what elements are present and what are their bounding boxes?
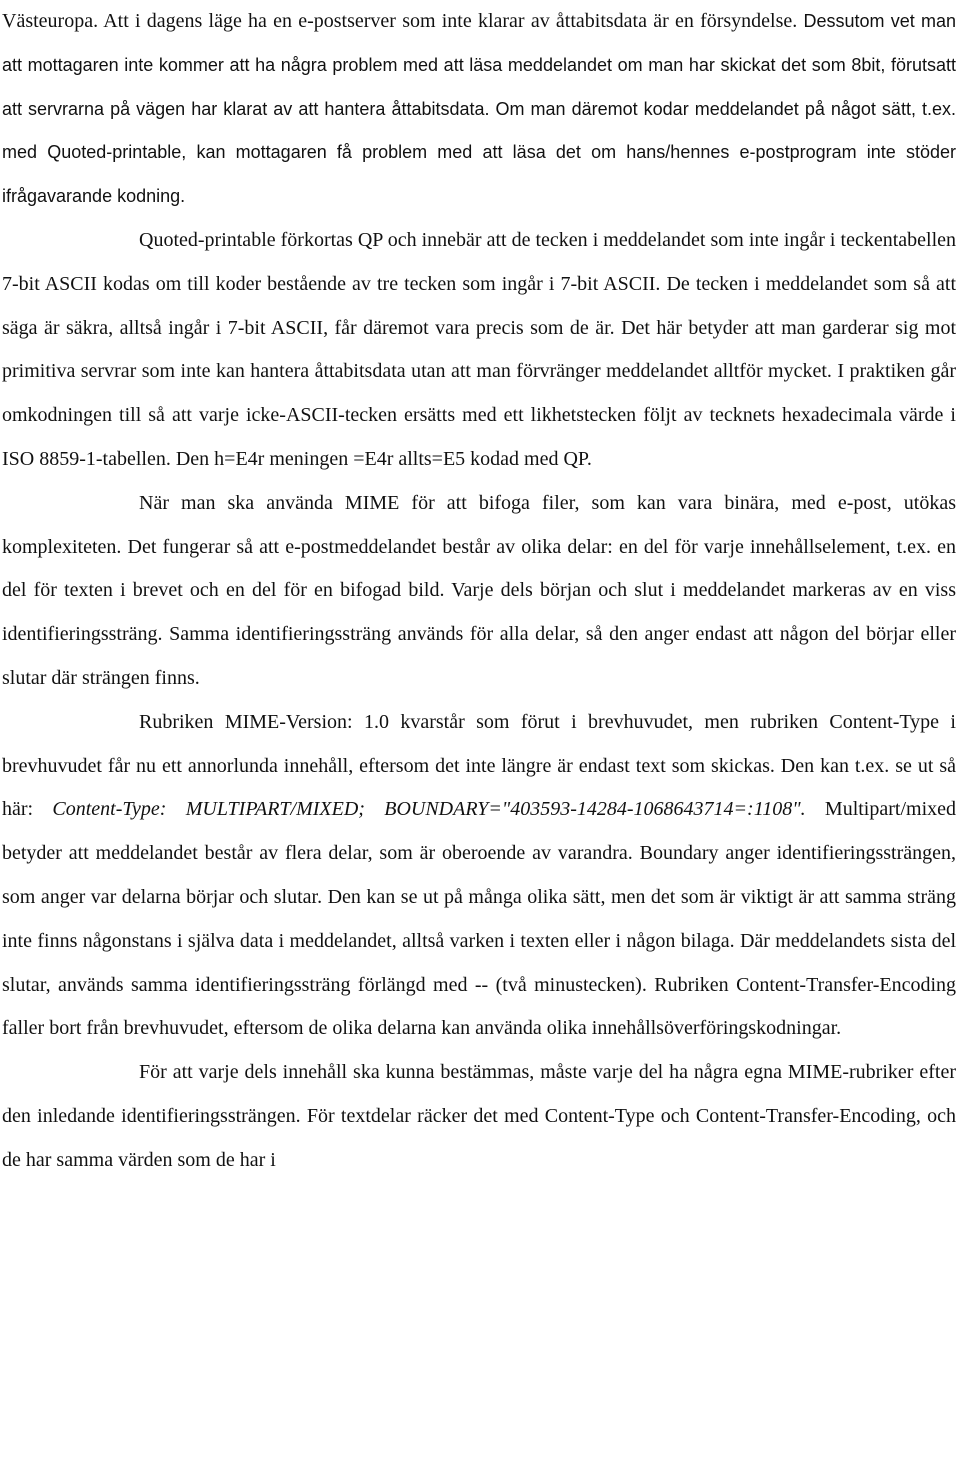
paragraph-mime-headers-sentence-6: Rubriken Content-Transfer-Encoding faller bort från brevhuvudet, eftersom de olika delarna kan använda olika innehållsöverföringskodningar. [2, 973, 957, 1040]
paragraph-attachments [2, 482, 956, 701]
paragraph-mime-headers-sentence-1: Rubriken MIME-Version: 1.0 kvarstår som förut i brevhuvudet, men rubriken Content-Type i brevhuvudet får nu ett annorlunda innehåll, eftersom det inte längre är endast text som skickas. Den kan t.ex. se ut så här: [2, 710, 956, 821]
paragraph-mime-headers-sentence-4: Den kan se ut på många olika sätt, men det som är viktigt är att samma sträng inte finns någonstans i själva data i meddelandet, alltså varken i texten eller i någon bilaga. [2, 885, 956, 952]
paragraph-quoted-printable [2, 219, 956, 482]
paragraph-quoted-printable-sentence-3: Det här betyder att man garderar sig mot primitiva servrar som inte kan hantera åttabitsdata utan att man förvränger meddelandet alltför mycket. [2, 316, 957, 383]
paragraph-quoted-printable-sentence-1: Quoted-printable förkortas QP och innebär att de tecken i meddelandet som inte ingår i teckentabellen 7-bit ASCII kodas om till koder bestående av tre tecken som ingår i 7-bit ASCII. [2, 228, 956, 295]
paragraph-quoted-printable-sentence-2: De tecken i meddelandet som så att säga är säkra, alltså ingår i 7-bit ASCII, får däremot vara precis som de är. [2, 272, 956, 339]
paragraph-mime-headers-sentence-5: Där meddelandets sista del slutar, används samma identifieringssträng förlängd med -- (två minustecken). [2, 929, 956, 996]
paragraph-mime-headers [2, 701, 956, 1051]
paragraph-mime-headers-sentence-3: Boundary anger identifieringssträngen, som anger var delarna börjar och slutar. [2, 842, 957, 908]
paragraph-attachments-sentence-1: När man ska använda MIME för att bifoga filer, som kan vara binära, med e-post, utökas komplexiteten. [2, 491, 956, 558]
paragraph-eight-bit-sentence-2: Dessutom vet man att mottagaren inte kommer att ha några problem med att läsa meddelandet om man har skickat det som 8bit, förutsatt att servrarna på vägen har klarat av att hantera åttabitsdata. Om man däremot kodar meddelandet på något sätt, t.ex. med Quoted-printable, kan mottagaren få problem med att läsa det om hans/hennes e-postprogram inte stöder ifrågavarande kodning. [2, 11, 956, 207]
paragraph-eight-bit-sentence-1: Västeuropa. Att i dagens läge ha en e-postserver som inte klarar av åttabitsdata är en försyndelse. [2, 10, 798, 32]
paragraph-eight-bit [2, 0, 956, 219]
paragraph-mime-headers-sentence-2: Multipart/mixed betyder att meddelandet består av flera delar, som är oberoende av varandra. [2, 798, 956, 865]
paragraph-attachments-sentence-2: Det fungerar så att e-postmeddelandet består av olika delar: en del för varje innehållselement, t.ex. en del för texten i brevet och en del för en bifogad bild. [2, 535, 956, 602]
paragraph-part-headers [2, 1051, 956, 1182]
paragraph-attachments-sentence-4: Samma identifieringssträng används för alla delar, så den anger endast att någon del börjar eller slutar där strängen finns. [2, 623, 956, 689]
content-type-example: Content-Type: MULTIPART/MIXED; BOUNDARY="403593-14284-1068643714=:1108". [52, 798, 806, 821]
paragraph-quoted-printable-sentence-4: I praktiken går omkodningen till så att varje icke-ASCII-tecken ersätts med ett likhetstecken följt av tecknets hexadecimala värde i ISO 8859-1-tabellen. Den h=E4r meningen =E4r allts=E5 kodad med QP. [2, 360, 956, 470]
paragraph-part-headers-sentence-1: För att varje dels innehåll ska kunna bestämmas, måste varje del ha några egna MIME-rubriker efter den inledande identifieringssträngen. [2, 1061, 956, 1127]
paragraph-part-headers-sentence-2: För textdelar räcker det med Content-Type och Content-Transfer-Encoding, och de har samma värden som de har i [2, 1104, 957, 1171]
paragraph-attachments-sentence-3: Varje dels början och slut i meddelandet markeras av en viss identifieringssträng. [2, 579, 956, 646]
